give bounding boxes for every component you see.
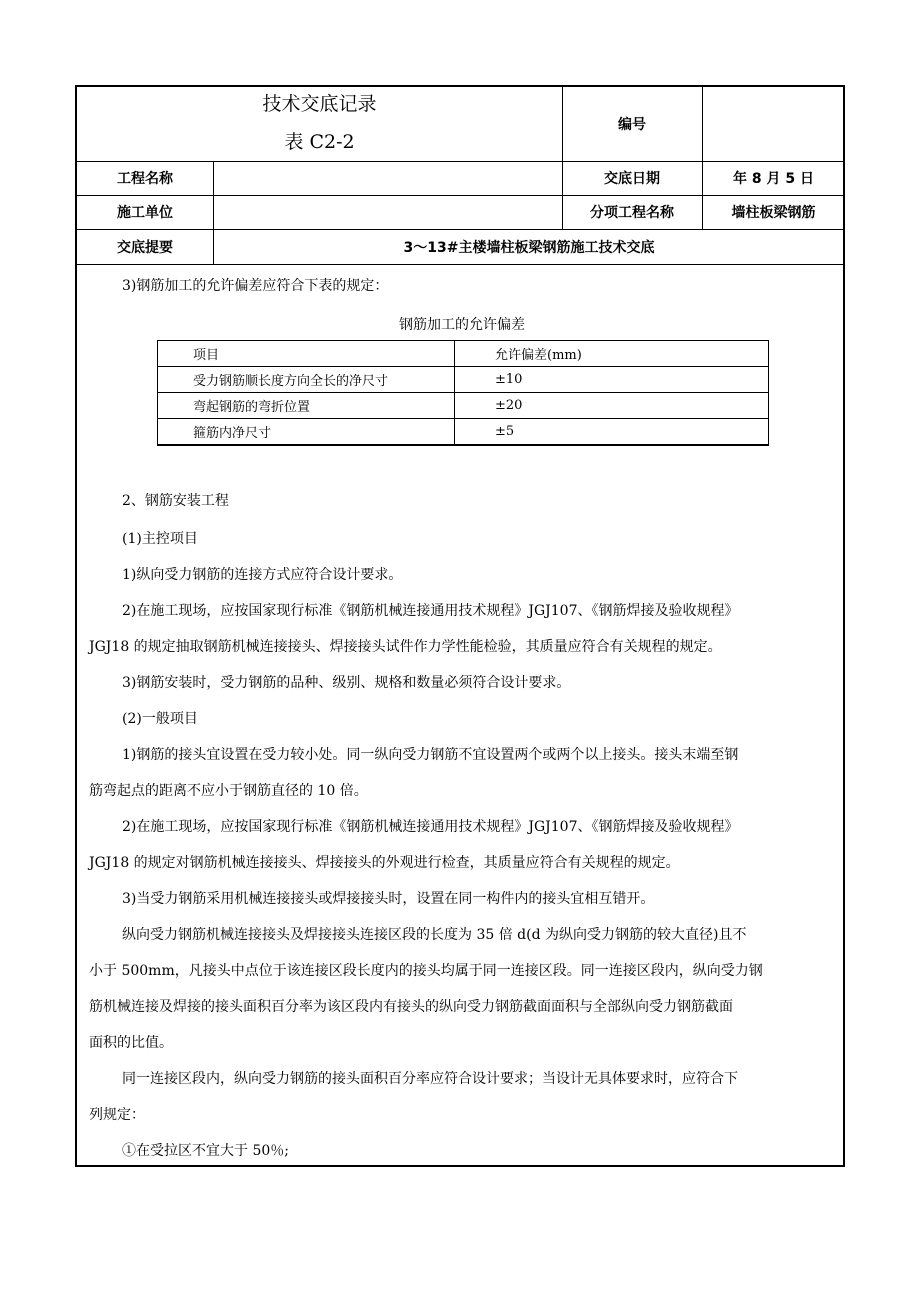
table-row — [158, 418, 768, 444]
paragraph: JGJ18 的规定对钢筋机械连接接头、焊接接头的外观进行检查，其质量应符合有关规程的规定。 — [89, 855, 680, 871]
project-name-label: 工程名称 — [117, 171, 173, 187]
paragraph: 小于 500mm，凡接头中点位于该连接区段长度内的接头均属于同一连接区段。同一连接区段内，纵向受力钢 — [89, 963, 763, 979]
paragraph: 同一连接区段内，纵向受力钢筋的接头面积百分率应符合设计要求；当设计无具体要求时，应符合下 — [122, 1071, 738, 1087]
tolerance-table — [157, 340, 769, 446]
paragraph: 面积的比值。 — [89, 1035, 173, 1051]
paragraph: 3)钢筋安装时，受力钢筋的品种、级别、规格和数量必须符合设计要求。 — [122, 675, 571, 691]
contractor-label: 施工单位 — [117, 205, 173, 221]
table-cell: 受力钢筋顺长度方向全长的净尺寸 — [158, 367, 455, 392]
paragraph: 1)纵向受力钢筋的连接方式应符合设计要求。 — [122, 567, 403, 583]
summary-label: 交底提要 — [117, 239, 173, 256]
table-cell: ±20 — [495, 398, 523, 413]
row-divider — [77, 264, 843, 265]
paragraph: 3)当受力钢筋采用机械连接接头或焊接接头时，设置在同一构件内的接头宜相互错开。 — [122, 891, 655, 907]
document-frame — [75, 85, 845, 1167]
intro-text: 3)钢筋加工的允许偏差应符合下表的规定： — [122, 278, 389, 294]
table-cell: 弯起钢筋的弯折位置 — [158, 393, 455, 418]
date-label: 交底日期 — [604, 171, 660, 187]
paragraph: 1)钢筋的接头宜设置在受力较小处。同一纵向受力钢筋不宜设置两个或两个以上接头。接头末端至钢 — [122, 747, 739, 763]
subproject-label: 分项工程名称 — [590, 205, 674, 221]
paragraph: 2)在施工现场，应按国家现行标准《钢筋机械连接通用技术规程》JGJ107、《钢筋焊接及验收规程》 — [122, 603, 739, 619]
table-header-cell: 允许偏差(mm) — [495, 348, 582, 363]
table-cell: 箍筋内净尺寸 — [158, 419, 455, 444]
project-name-value — [213, 161, 562, 195]
summary-value: 3～13#主楼墙柱板梁钢筋施工技术交底 — [403, 239, 655, 256]
number-label: 编号 — [618, 117, 646, 133]
form-number: 表 C2-2 — [284, 131, 355, 153]
paragraph: 筋机械连接及焊接的接头面积百分率为该区段内有接头的纵向受力钢筋截面面积与全部纵向受力钢筋截面 — [89, 999, 733, 1015]
table-header-cell: 项目 — [158, 341, 455, 366]
section-heading: 2、钢筋安装工程 — [122, 493, 229, 509]
paragraph: 筋弯起点的距离不应小于钢筋直径的 10 倍。 — [89, 783, 368, 799]
paragraph: JGJ18 的规定抽取钢筋机械连接接头、焊接接头试件作力学性能检验，其质量应符合有关规程的规定。 — [89, 639, 722, 655]
number-value — [702, 87, 845, 161]
document-title: 技术交底记录 — [262, 93, 377, 115]
subproject-value: 墙柱板梁钢筋 — [731, 205, 816, 221]
subtable-title: 钢筋加工的允许偏差 — [399, 317, 525, 333]
table-row — [158, 392, 768, 418]
paragraph: 2)在施工现场，应按国家现行标准《钢筋机械连接通用技术规程》JGJ107、《钢筋焊接及验收规程》 — [122, 819, 739, 835]
paragraph: 纵向受力钢筋机械连接接头及焊接接头连接区段的长度为 35 倍 d(d 为纵向受力钢筋的较大直径)且不 — [122, 927, 747, 943]
table-cell: ±10 — [495, 372, 523, 387]
subsection-heading: (1)主控项目 — [122, 531, 198, 547]
contractor-value — [213, 195, 562, 229]
subsection-heading: (2)一般项目 — [122, 711, 198, 727]
date-value: 年 8 月 5 日 — [733, 171, 814, 187]
paragraph: 列规定： — [89, 1107, 145, 1123]
table-cell: ±5 — [495, 424, 515, 439]
table-header-row — [158, 341, 768, 366]
paragraph: ①在受拉区不宜大于 50％; — [122, 1143, 289, 1159]
table-row — [158, 366, 768, 392]
